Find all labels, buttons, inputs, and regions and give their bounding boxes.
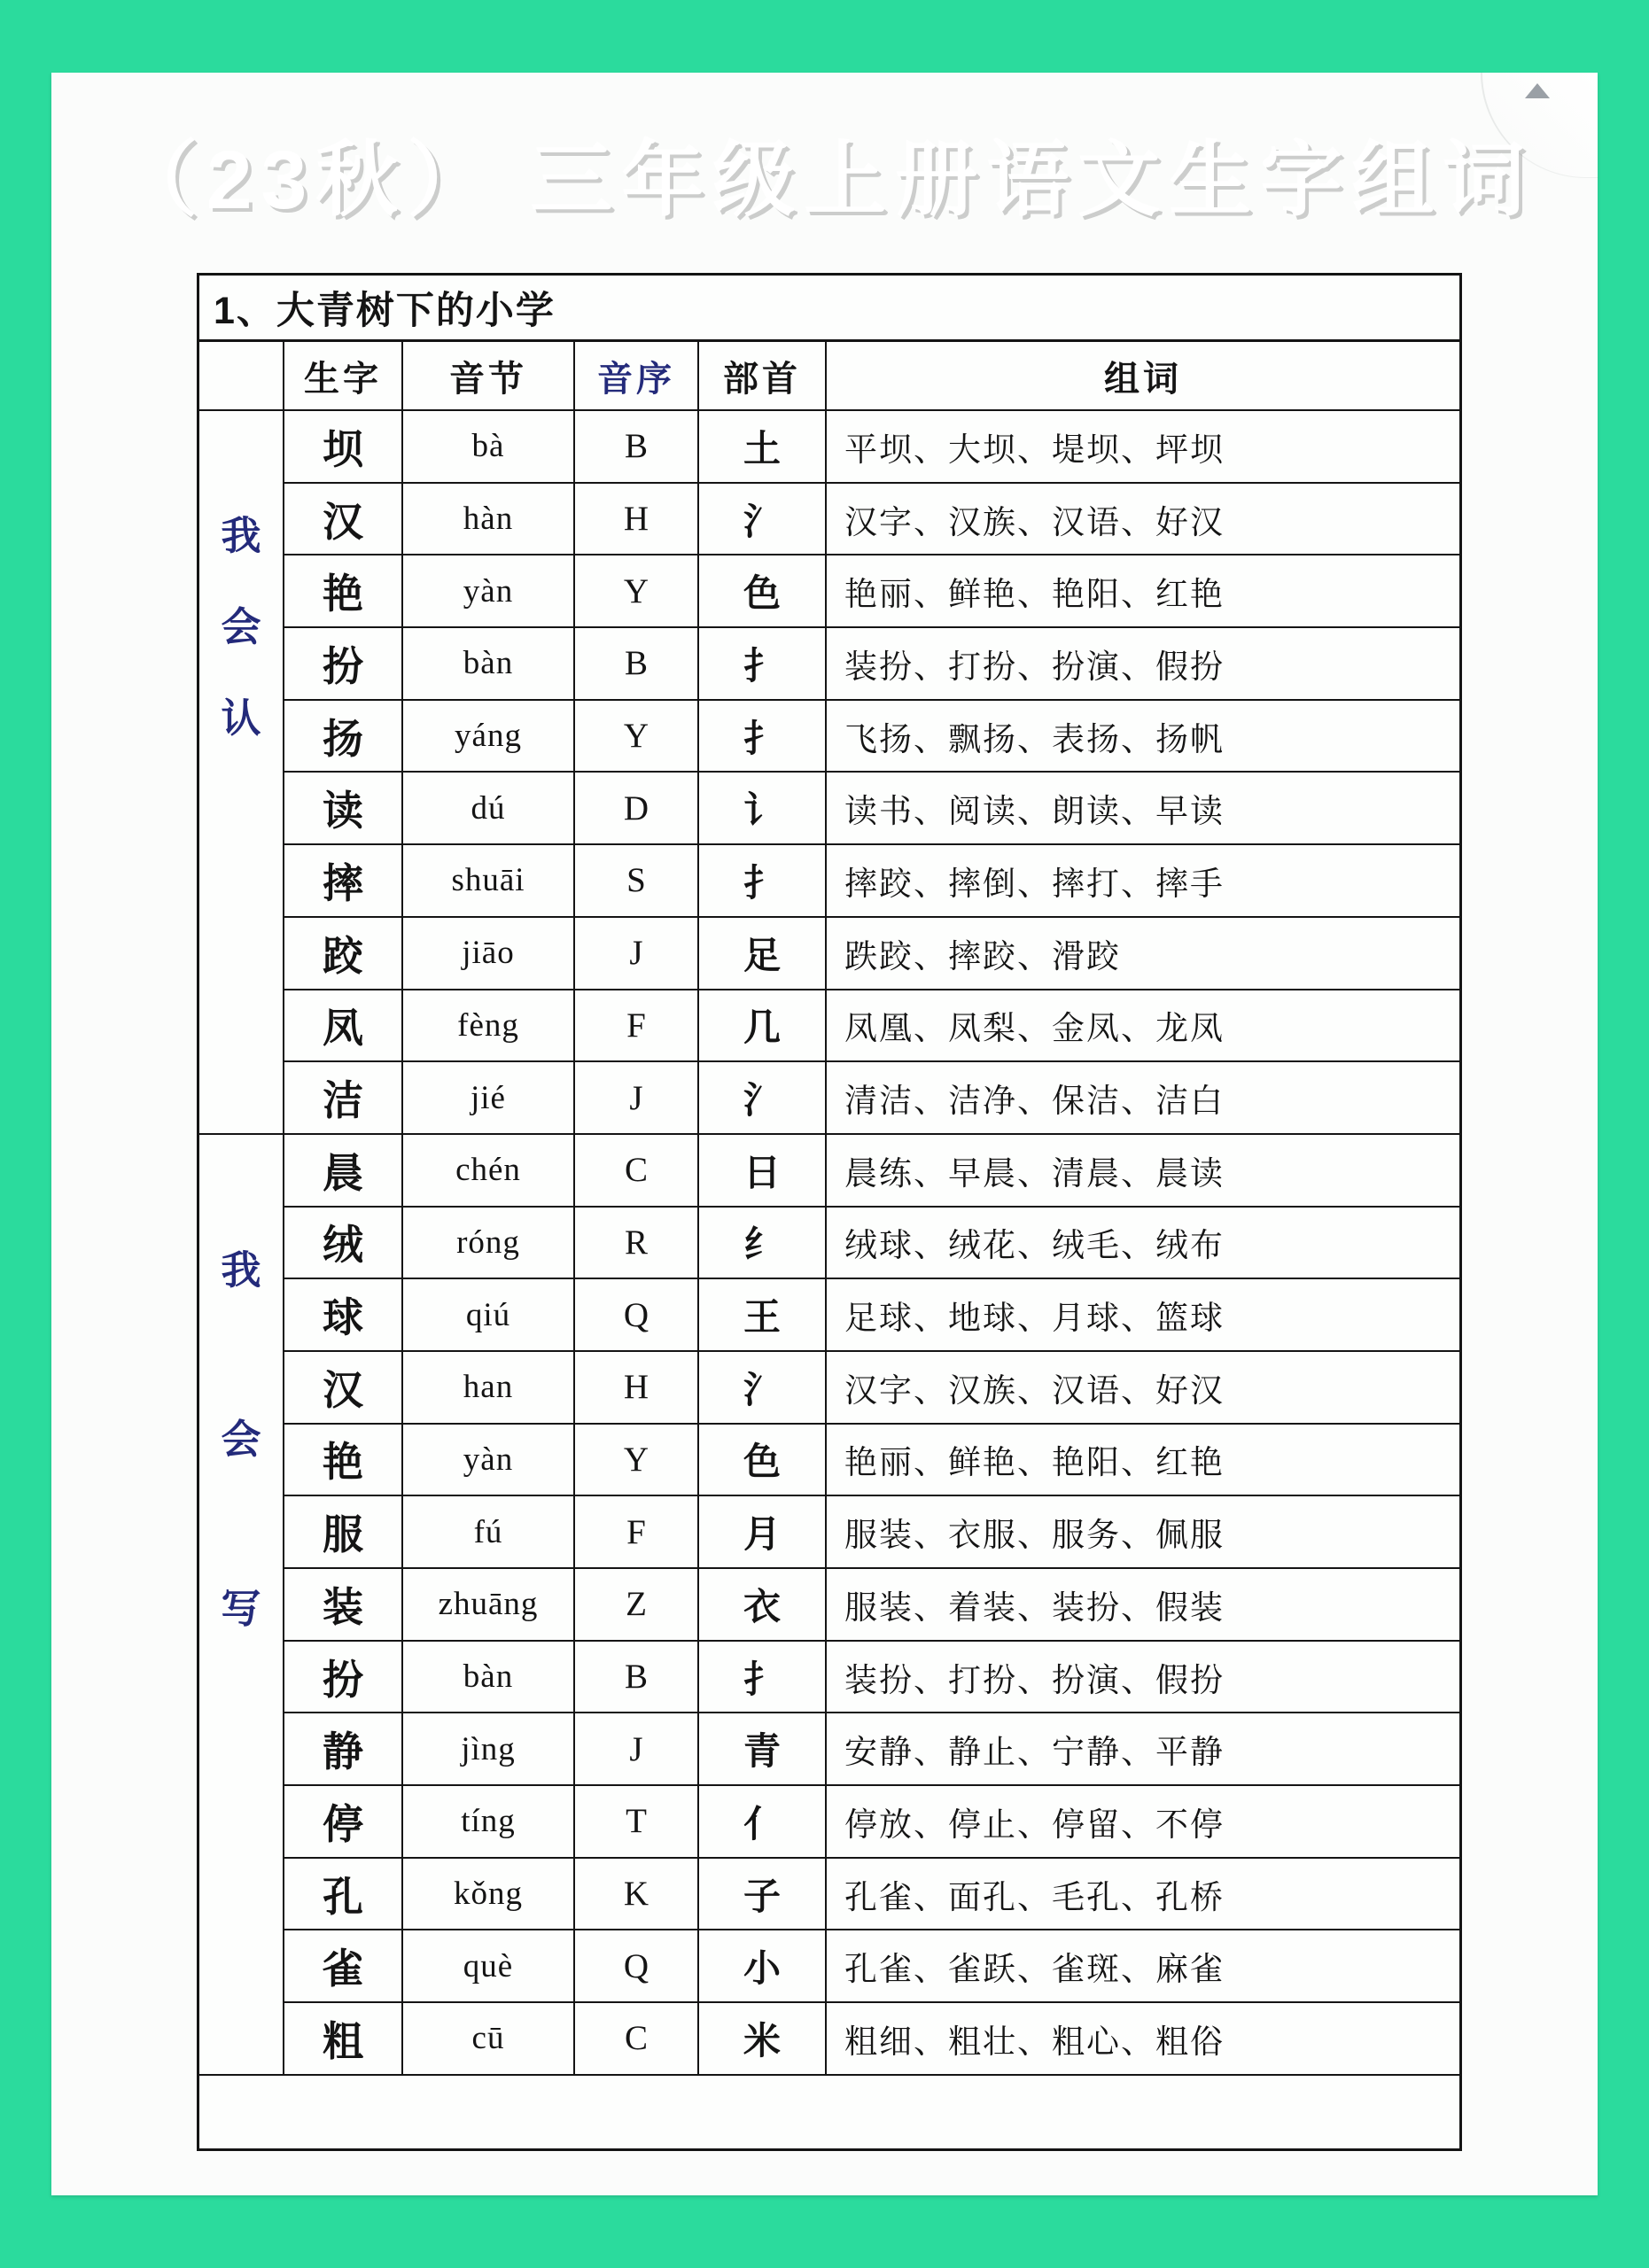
- pinyin-cell: fèng: [403, 990, 575, 1063]
- header-words: 组词: [827, 342, 1459, 411]
- char-cell: 扬: [284, 701, 403, 773]
- words-cell: 足球、地球、月球、篮球: [827, 1279, 1459, 1352]
- initial-cell: Q: [575, 1930, 699, 2003]
- page-title: （23秋） 三年级上册语文生字组词: [114, 134, 1535, 226]
- initial-cell: Q: [575, 1279, 699, 1352]
- initial-cell: J: [575, 1062, 699, 1135]
- initial-cell: J: [575, 1713, 699, 1786]
- initial-cell: C: [575, 1135, 699, 1208]
- char-cell: 装: [284, 1569, 403, 1642]
- initial-cell: R: [575, 1208, 699, 1280]
- char-cell: 汉: [284, 484, 403, 556]
- words-cell: 粗细、粗壮、粗心、粗俗: [827, 2003, 1459, 2076]
- char-cell: 读: [284, 773, 403, 845]
- pinyin-cell: zhuāng: [403, 1569, 575, 1642]
- initial-cell: Y: [575, 1425, 699, 1497]
- section-label-char: 我: [221, 513, 261, 558]
- char-cell: 艳: [284, 1425, 403, 1497]
- radical-cell: 日: [699, 1135, 827, 1208]
- char-cell: 绒: [284, 1208, 403, 1280]
- pinyin-cell: shuāi: [403, 845, 575, 918]
- empty-bottom-row: [199, 2076, 1459, 2143]
- pinyin-cell: què: [403, 1930, 575, 2003]
- section-label-char: 写: [221, 1585, 261, 1631]
- radical-cell: 讠: [699, 773, 827, 845]
- pinyin-cell: jìng: [403, 1713, 575, 1786]
- char-cell: 艳: [284, 555, 403, 628]
- words-cell: 服装、衣服、服务、佩服: [827, 1496, 1459, 1569]
- pinyin-cell: dú: [403, 773, 575, 845]
- initial-cell: C: [575, 2003, 699, 2076]
- char-cell: 服: [284, 1496, 403, 1569]
- char-cell: 扮: [284, 1642, 403, 1714]
- words-cell: 装扮、打扮、扮演、假扮: [827, 628, 1459, 701]
- radical-cell: 青: [699, 1713, 827, 1786]
- words-cell: 艳丽、鲜艳、艳阳、红艳: [827, 555, 1459, 628]
- char-cell: 粗: [284, 2003, 403, 2076]
- header-radical: 部首: [699, 342, 827, 411]
- initial-cell: Z: [575, 1569, 699, 1642]
- pinyin-cell: qiú: [403, 1279, 575, 1352]
- section-label-char: 会: [221, 1416, 261, 1462]
- words-cell: 汉字、汉族、汉语、好汉: [827, 1352, 1459, 1425]
- pinyin-cell: jiāo: [403, 918, 575, 990]
- char-cell: 摔: [284, 845, 403, 918]
- char-cell: 坝: [284, 411, 403, 484]
- pinyin-cell: bàn: [403, 628, 575, 701]
- char-cell: 孔: [284, 1859, 403, 1931]
- header-char: 生字: [284, 342, 403, 411]
- words-cell: 清洁、洁净、保洁、洁白: [827, 1062, 1459, 1135]
- initial-cell: B: [575, 1642, 699, 1714]
- initial-cell: K: [575, 1859, 699, 1931]
- char-cell: 停: [284, 1786, 403, 1859]
- initial-cell: B: [575, 411, 699, 484]
- radical-cell: 扌: [699, 628, 827, 701]
- radical-cell: 色: [699, 555, 827, 628]
- words-cell: 服装、着装、装扮、假装: [827, 1569, 1459, 1642]
- radical-cell: 扌: [699, 845, 827, 918]
- section-label-char: 我: [221, 1247, 261, 1293]
- pinyin-cell: hàn: [403, 484, 575, 556]
- radical-cell: 足: [699, 918, 827, 990]
- document-page: [51, 73, 1598, 2195]
- words-cell: 飞扬、飘扬、表扬、扬帆: [827, 701, 1459, 773]
- initial-cell: D: [575, 773, 699, 845]
- vocab-grid: [199, 342, 1459, 2148]
- radical-cell: 米: [699, 2003, 827, 2076]
- char-cell: 洁: [284, 1062, 403, 1135]
- words-cell: 凤凰、凤梨、金凤、龙凤: [827, 990, 1459, 1063]
- char-cell: 汉: [284, 1352, 403, 1425]
- radical-cell: 月: [699, 1496, 827, 1569]
- words-cell: 停放、停止、停留、不停: [827, 1786, 1459, 1859]
- header-syllable: 音节: [403, 342, 575, 411]
- pinyin-cell: fú: [403, 1496, 575, 1569]
- radical-cell: 氵: [699, 484, 827, 556]
- header-corner-cell: [199, 342, 284, 411]
- char-cell: 静: [284, 1713, 403, 1786]
- pinyin-cell: han: [403, 1352, 575, 1425]
- initial-cell: T: [575, 1786, 699, 1859]
- section-label-char: 认: [221, 695, 261, 741]
- radical-cell: 小: [699, 1930, 827, 2003]
- words-cell: 平坝、大坝、堤坝、坪坝: [827, 411, 1459, 484]
- initial-cell: F: [575, 1496, 699, 1569]
- section-label: [199, 1135, 284, 2076]
- words-cell: 安静、静止、宁静、平静: [827, 1713, 1459, 1786]
- radical-cell: 扌: [699, 1642, 827, 1714]
- initial-cell: F: [575, 990, 699, 1063]
- words-cell: 摔跤、摔倒、摔打、摔手: [827, 845, 1459, 918]
- pinyin-cell: yàn: [403, 555, 575, 628]
- radical-cell: 亻: [699, 1786, 827, 1859]
- pinyin-cell: róng: [403, 1208, 575, 1280]
- initial-cell: Y: [575, 555, 699, 628]
- lesson-title: 1、大青树下的小学: [199, 276, 1459, 342]
- pinyin-cell: yàn: [403, 1425, 575, 1497]
- pinyin-cell: jié: [403, 1062, 575, 1135]
- char-cell: 扮: [284, 628, 403, 701]
- header-initial: 音序: [575, 342, 699, 411]
- char-cell: 晨: [284, 1135, 403, 1208]
- section-label-char: 会: [221, 604, 261, 649]
- initial-cell: B: [575, 628, 699, 701]
- words-cell: 装扮、打扮、扮演、假扮: [827, 1642, 1459, 1714]
- words-cell: 孔雀、雀跃、雀斑、麻雀: [827, 1930, 1459, 2003]
- radical-cell: 子: [699, 1859, 827, 1931]
- pinyin-cell: bàn: [403, 1642, 575, 1714]
- initial-cell: S: [575, 845, 699, 918]
- pinyin-cell: chén: [403, 1135, 575, 1208]
- char-cell: 球: [284, 1279, 403, 1352]
- radical-cell: 氵: [699, 1062, 827, 1135]
- pinyin-cell: bà: [403, 411, 575, 484]
- words-cell: 汉字、汉族、汉语、好汉: [827, 484, 1459, 556]
- radical-cell: 几: [699, 990, 827, 1063]
- vocab-table: [197, 273, 1462, 2151]
- radical-cell: 土: [699, 411, 827, 484]
- initial-cell: J: [575, 918, 699, 990]
- radical-cell: 色: [699, 1425, 827, 1497]
- initial-cell: H: [575, 1352, 699, 1425]
- words-cell: 晨练、早晨、清晨、晨读: [827, 1135, 1459, 1208]
- section-label: [199, 411, 284, 1135]
- radical-cell: 扌: [699, 701, 827, 773]
- char-cell: 凤: [284, 990, 403, 1063]
- char-cell: 跤: [284, 918, 403, 990]
- pinyin-cell: cū: [403, 2003, 575, 2076]
- words-cell: 艳丽、鲜艳、艳阳、红艳: [827, 1425, 1459, 1497]
- radical-cell: 王: [699, 1279, 827, 1352]
- words-cell: 跌跤、摔跤、滑跤: [827, 918, 1459, 990]
- radical-cell: 衣: [699, 1569, 827, 1642]
- pinyin-cell: tíng: [403, 1786, 575, 1859]
- words-cell: 绒球、绒花、绒毛、绒布: [827, 1208, 1459, 1280]
- words-cell: 读书、阅读、朗读、早读: [827, 773, 1459, 845]
- char-cell: 雀: [284, 1930, 403, 2003]
- initial-cell: Y: [575, 701, 699, 773]
- title-banner: [51, 108, 1598, 237]
- radical-cell: 氵: [699, 1352, 827, 1425]
- scroll-up-arrow-icon[interactable]: [1525, 83, 1550, 98]
- words-cell: 孔雀、面孔、毛孔、孔桥: [827, 1859, 1459, 1931]
- pinyin-cell: kǒng: [403, 1859, 575, 1931]
- pinyin-cell: yáng: [403, 701, 575, 773]
- initial-cell: H: [575, 484, 699, 556]
- radical-cell: 纟: [699, 1208, 827, 1280]
